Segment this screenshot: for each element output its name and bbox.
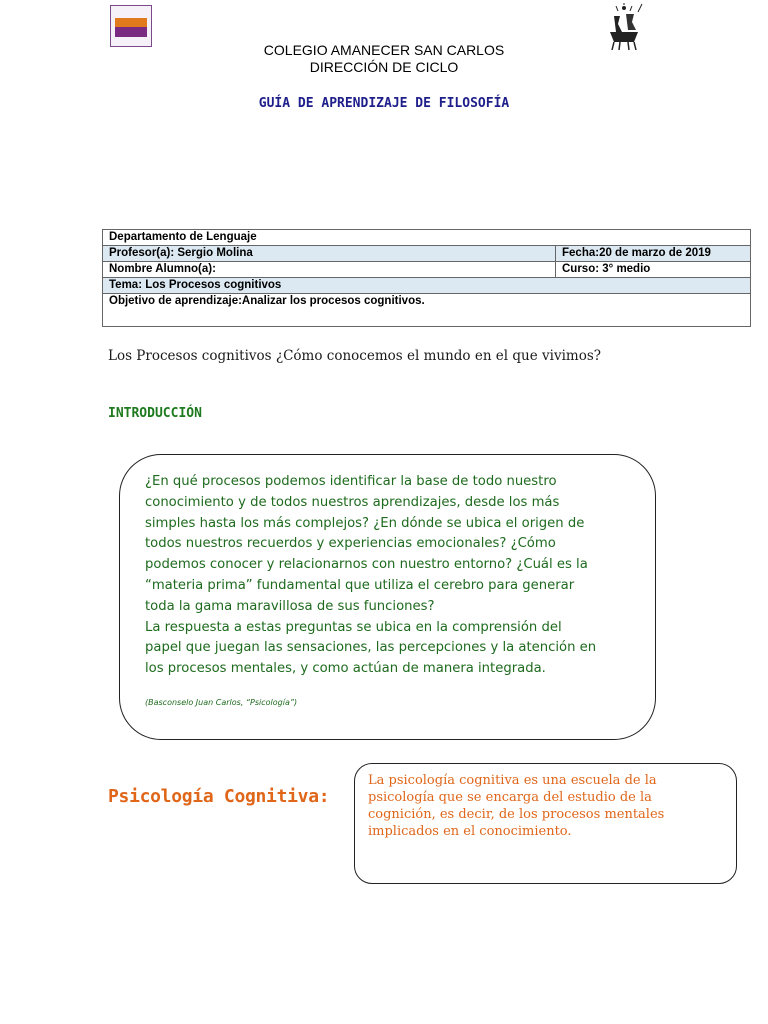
cognitive-psychology-label: Psicología Cognitiva: [108,786,330,807]
department-cell: Departamento de Lenguaje [103,230,751,246]
school-logo [110,5,152,47]
teacher-cell: Profesor(a): Sergio Molina [103,246,556,262]
section-title: Los Procesos cognitivos ¿Cómo conocemos el mundo en el que vivimos? [108,348,602,364]
intro-line: ¿En qué procesos podemos identificar la base de todo nuestro [145,474,557,489]
intro-text [145,472,635,680]
intro-line: “materia prima” fundamental que utiliza el cerebro para generar [145,577,575,593]
intro-line: podemos conocer y relacionarnos con nuestro entorno? ¿Cuál es la [145,557,588,573]
intro-heading: INTRODUCCIÓN [108,406,202,421]
intro-line: los procesos mentales, y como actúan de manera integrada. [145,661,546,677]
intro-line: papel que juegan las sensaciones, las percepciones y la atención en [145,640,597,656]
student-name-cell: Nombre Alumno(a): [103,262,556,278]
intro-line: La respuesta a estas preguntas se ubica en la comprensión del [145,619,562,635]
intro-line: todos nuestros recuerdos y experiencias emocionales? ¿Cómo [145,536,556,552]
school-name: COLEGIO AMANECER SAN CARLOS [263,42,505,58]
date-cell: Fecha:20 de marzo de 2019 [556,246,751,262]
intro-line: conocimiento y de todos nuestros aprendizajes, desde los más [145,494,560,510]
course-cell: Curso: 3° medio [556,262,751,278]
info-table [102,229,751,327]
intro-line: simples hasta los más complejos? ¿En dónde se ubica el origen de [145,515,585,531]
intro-citation: (Basconselo Juan Carlos, “Psicología”) [145,698,298,707]
page-title: GUÍA DE APRENDIZAJE DE FILOSOFÍA [258,96,510,111]
intro-line: toda la gama maravillosa de sus funciones? [145,598,435,614]
objective-cell: Objetivo de aprendizaje:Analizar los procesos cognitivos. [103,294,751,327]
topic-cell: Tema: Los Procesos cognitivos [103,278,751,294]
definition-text: La psicología cognitiva es una escuela de la psicología que se encarga del estudio de la cognición, es decir, de los procesos mentales implicados en el conocimiento. [368,773,665,839]
direction-name: DIRECCIÓN DE CICLO [309,59,459,75]
